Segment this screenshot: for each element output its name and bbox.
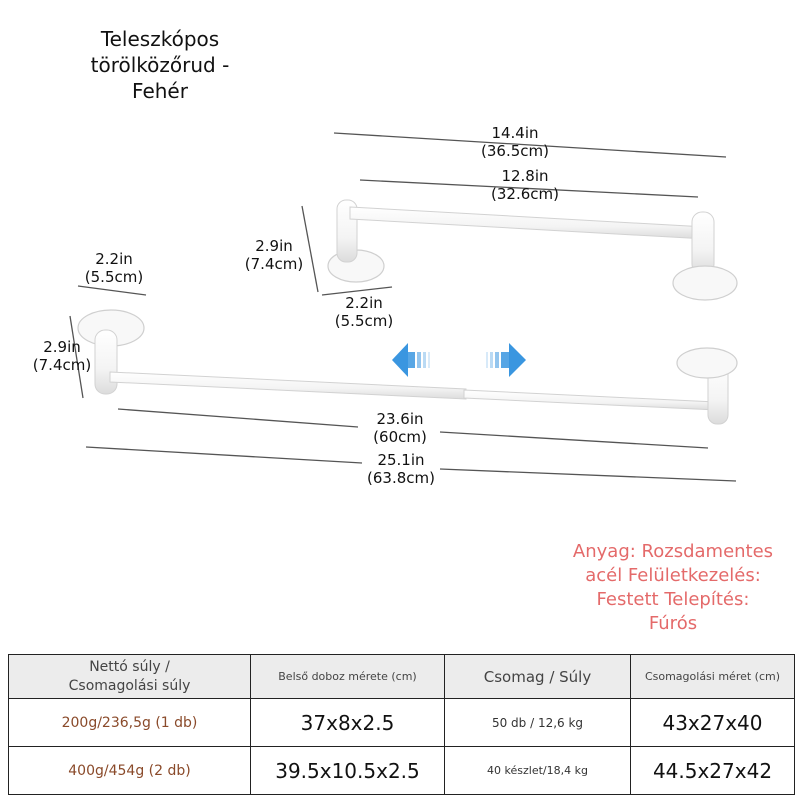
short-towel-bar-image (328, 200, 737, 300)
dim-line-left-base (78, 286, 146, 295)
dim-left-base-cm: (5.5cm) (84, 268, 144, 286)
cell-package-size: 44.5x27x42 (631, 747, 795, 795)
material-line-3: Festett Telepítés: (596, 589, 750, 610)
dim-label-left-base (80, 250, 148, 286)
cell-inner-box-size: 37x8x2.5 (251, 699, 445, 747)
dim-left-base-in: 2.2in (95, 250, 133, 268)
cell-package-weight: 50 db / 12,6 kg (445, 699, 631, 747)
dim-line-bottom-rod-left (118, 409, 358, 427)
dim-label-top-total (470, 124, 560, 160)
dim-label-left-height (28, 338, 96, 374)
dim-top-height-in: 2.9in (255, 237, 293, 255)
dim-line-bottom-rod-right (440, 432, 708, 448)
cell-package-size: 43x27x40 (631, 699, 795, 747)
dim-label-top-rod (480, 167, 570, 203)
dim-label-top-base (330, 294, 398, 330)
header-inner-box-size: Belső doboz mérete (cm) (251, 655, 445, 699)
material-info (560, 540, 786, 636)
material-line-2: acél Felületkezelés: (585, 565, 761, 586)
cell-net-weight: 400g/454g (2 db) (9, 747, 251, 795)
cell-package-weight: 40 készlet/18,4 kg (445, 747, 631, 795)
header-net-weight-line-1: Nettó súly / (89, 658, 170, 675)
telescope-arrow-left-icon (392, 343, 430, 377)
dim-line-bottom-total-right (440, 469, 736, 481)
header-net-weight (9, 655, 251, 699)
dim-top-rod-cm: (32.6cm) (491, 185, 559, 203)
dim-bottom-rod-cm: (60cm) (373, 428, 427, 446)
header-package-size: Csomagolási méret (cm) (631, 655, 795, 699)
table-header-row (9, 655, 795, 699)
material-line-4: Fúrós (648, 613, 698, 634)
spec-table (8, 654, 795, 795)
table-row (9, 747, 795, 795)
cell-net-weight: 200g/236,5g (1 db) (9, 699, 251, 747)
dim-top-base-in: 2.2in (345, 294, 383, 312)
dim-top-rod-in: 12.8in (501, 167, 549, 185)
dim-line-bottom-total-left (86, 447, 362, 463)
dim-top-height-cm: (7.4cm) (244, 255, 304, 273)
cell-inner-box-size: 39.5x10.5x2.5 (251, 747, 445, 795)
material-line-1: Anyag: Rozsdamentes (572, 541, 774, 562)
dim-bottom-total-cm: (63.8cm) (367, 469, 435, 487)
header-package-weight: Csomag / Súly (445, 655, 631, 699)
header-net-weight-line-2: Csomagolási súly (68, 677, 191, 694)
table-row (9, 699, 795, 747)
dim-bottom-total-in: 25.1in (377, 451, 425, 469)
dim-left-height-cm: (7.4cm) (32, 356, 92, 374)
dim-top-base-cm: (5.5cm) (334, 312, 394, 330)
dim-top-total-in: 14.4in (491, 124, 539, 142)
dim-label-bottom-rod (360, 410, 440, 446)
dim-label-bottom-total (356, 451, 446, 487)
dim-label-top-height (240, 237, 308, 273)
dim-top-total-cm: (36.5cm) (481, 142, 549, 160)
telescope-arrow-right-icon (486, 343, 526, 377)
dim-left-height-in: 2.9in (43, 338, 81, 356)
product-title-line-1: Teleszkópos (100, 27, 220, 51)
product-title-line-2: törölközőrud - Fehér (90, 53, 230, 103)
dim-bottom-rod-in: 23.6in (376, 410, 424, 428)
